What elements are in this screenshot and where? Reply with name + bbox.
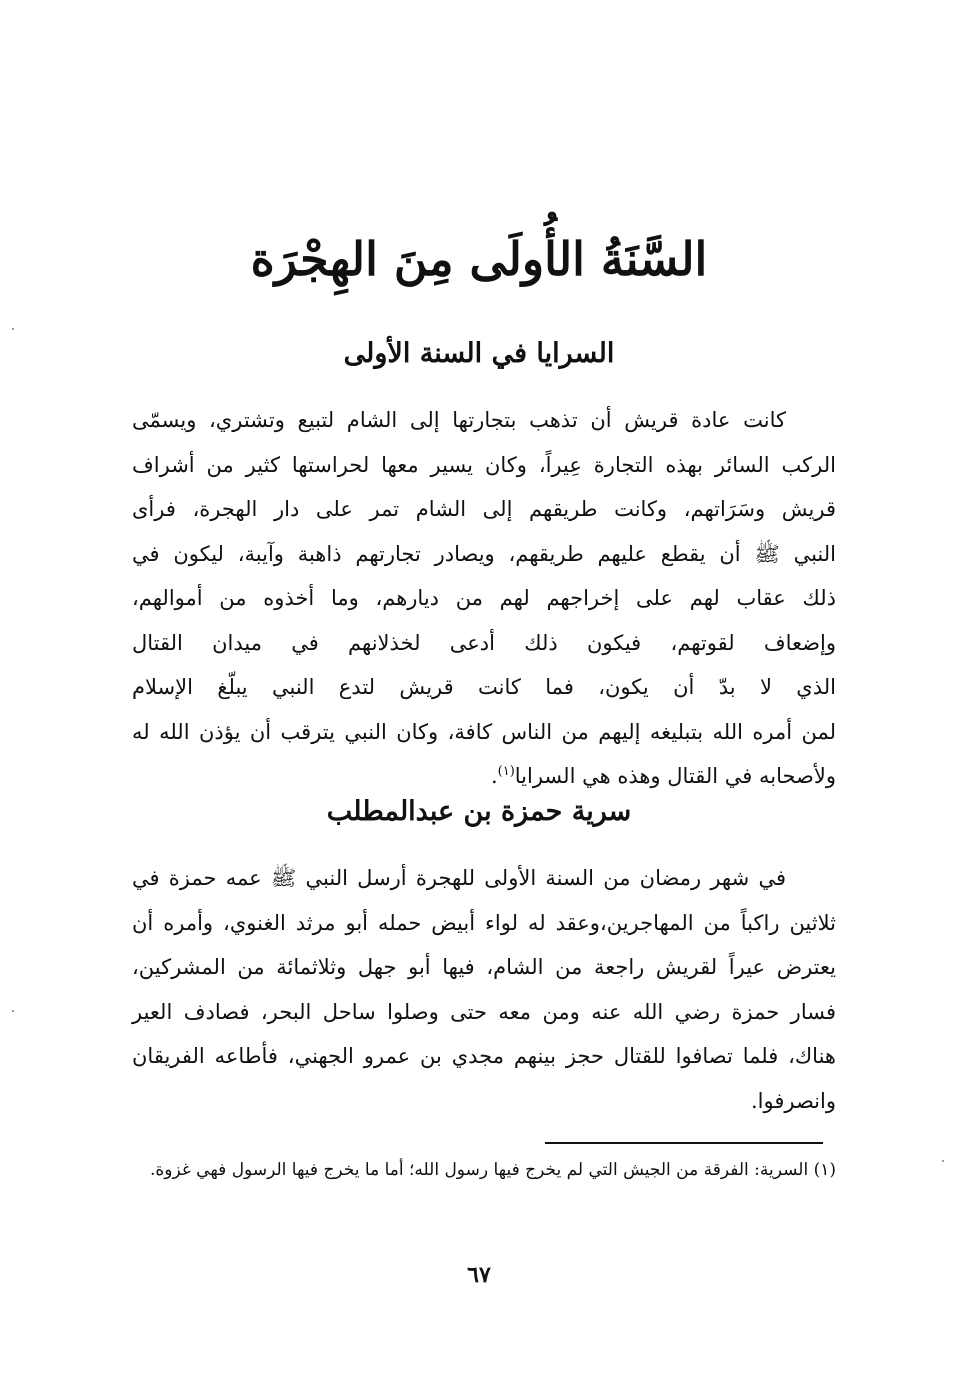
paragraph-line: وإضعاف لقوتهم، فيكون ذلك أدعى لخذلانهم في ميدان القتال — [132, 630, 836, 655]
paragraph-line: هناك، فلما تصافوا للقتال حجز بينهم مجدي بن عمرو الجهني، فأطاعه الفريقان — [132, 1044, 836, 1068]
paragraph-last-line — [132, 754, 836, 799]
paragraph-hamza — [132, 856, 836, 1123]
margin-dot — [942, 1160, 944, 1162]
footnote-divider — [545, 1142, 823, 1144]
paragraph-line: في شهر رمضان من السنة الأولى للهجرة أرسل النبي ﷺ عمه حمزة في — [132, 866, 786, 890]
paragraph-line: الركب السائر بهذه التجارة عِيراً، وكان يسير معها لحراستها كثير من أشراف — [132, 452, 836, 477]
line-end-period: . — [490, 764, 498, 788]
margin-dot — [12, 1010, 14, 1012]
footnote: (١) السرية: الفرقة من الجيش التي لم يخرج فيها رسول الله؛ أما ما يخرج فيها الرسول فهي غزوة. — [149, 1160, 836, 1180]
paragraph-line: لمن أمره الله بتبليغه إليهم من الناس كافة، وكان النبي يترقب أن يؤذن الله له — [132, 719, 836, 744]
paragraph-line: قريش وسَرَاتهم، وكانت طريقهم إلى الشام تمر على دار الهجرة، فرأى — [132, 497, 836, 521]
paragraph-sarays — [132, 398, 836, 799]
chapter-title: السَّنَةُ الأُولَى مِنَ الهِجْرَة — [250, 232, 708, 286]
paragraph-line: يعترض عيراً لقريش راجعة من الشام، فيها أبو جهل وثلاثمائة من المشركين، — [132, 955, 836, 979]
margin-dot — [12, 328, 14, 330]
paragraph-line: النبي ﷺ أن يقطع عليهم طريقهم، ويصادر تجارتهم ذاهبة وآيبة، ليكون في — [132, 541, 836, 566]
section-heading-hamza: سرية حمزة بن عبدالمطلب — [326, 796, 632, 827]
paragraph-line: وانصرفوا. — [750, 1088, 836, 1113]
page-number: ٦٧ — [467, 1262, 491, 1288]
paragraph-line: كانت عادة قريش أن تذهب بتجارتها إلى الشام لتبيع وتشتري، ويسمّى — [132, 408, 786, 432]
paragraph-line-text: ولأصحابه في القتال وهذه هي السرايا — [514, 764, 836, 788]
paragraph-line: الذي لا بدّ أن يكون، فما كانت قريش لتدع النبي يبلّغ الإسلام — [132, 675, 836, 699]
paragraph-line: ذلك عقاب لهم على إخراجهم لهم من ديارهم، وما أخذوه من أموالهم، — [132, 586, 836, 610]
paragraph-line: فسار حمزة رضي الله عنه ومن معه حتى وصلوا ساحل البحر، فصادف العير — [132, 999, 836, 1024]
section-heading-sarays: السرايا في السنة الأولى — [343, 338, 615, 369]
paragraph-line: ثلاثين راكباً من المهاجرين،وعقد له لواء أبيض حمله أبو مرثد الغنوي، وأمره أن — [132, 910, 836, 935]
footnote-reference[interactable]: (١) — [497, 764, 515, 779]
